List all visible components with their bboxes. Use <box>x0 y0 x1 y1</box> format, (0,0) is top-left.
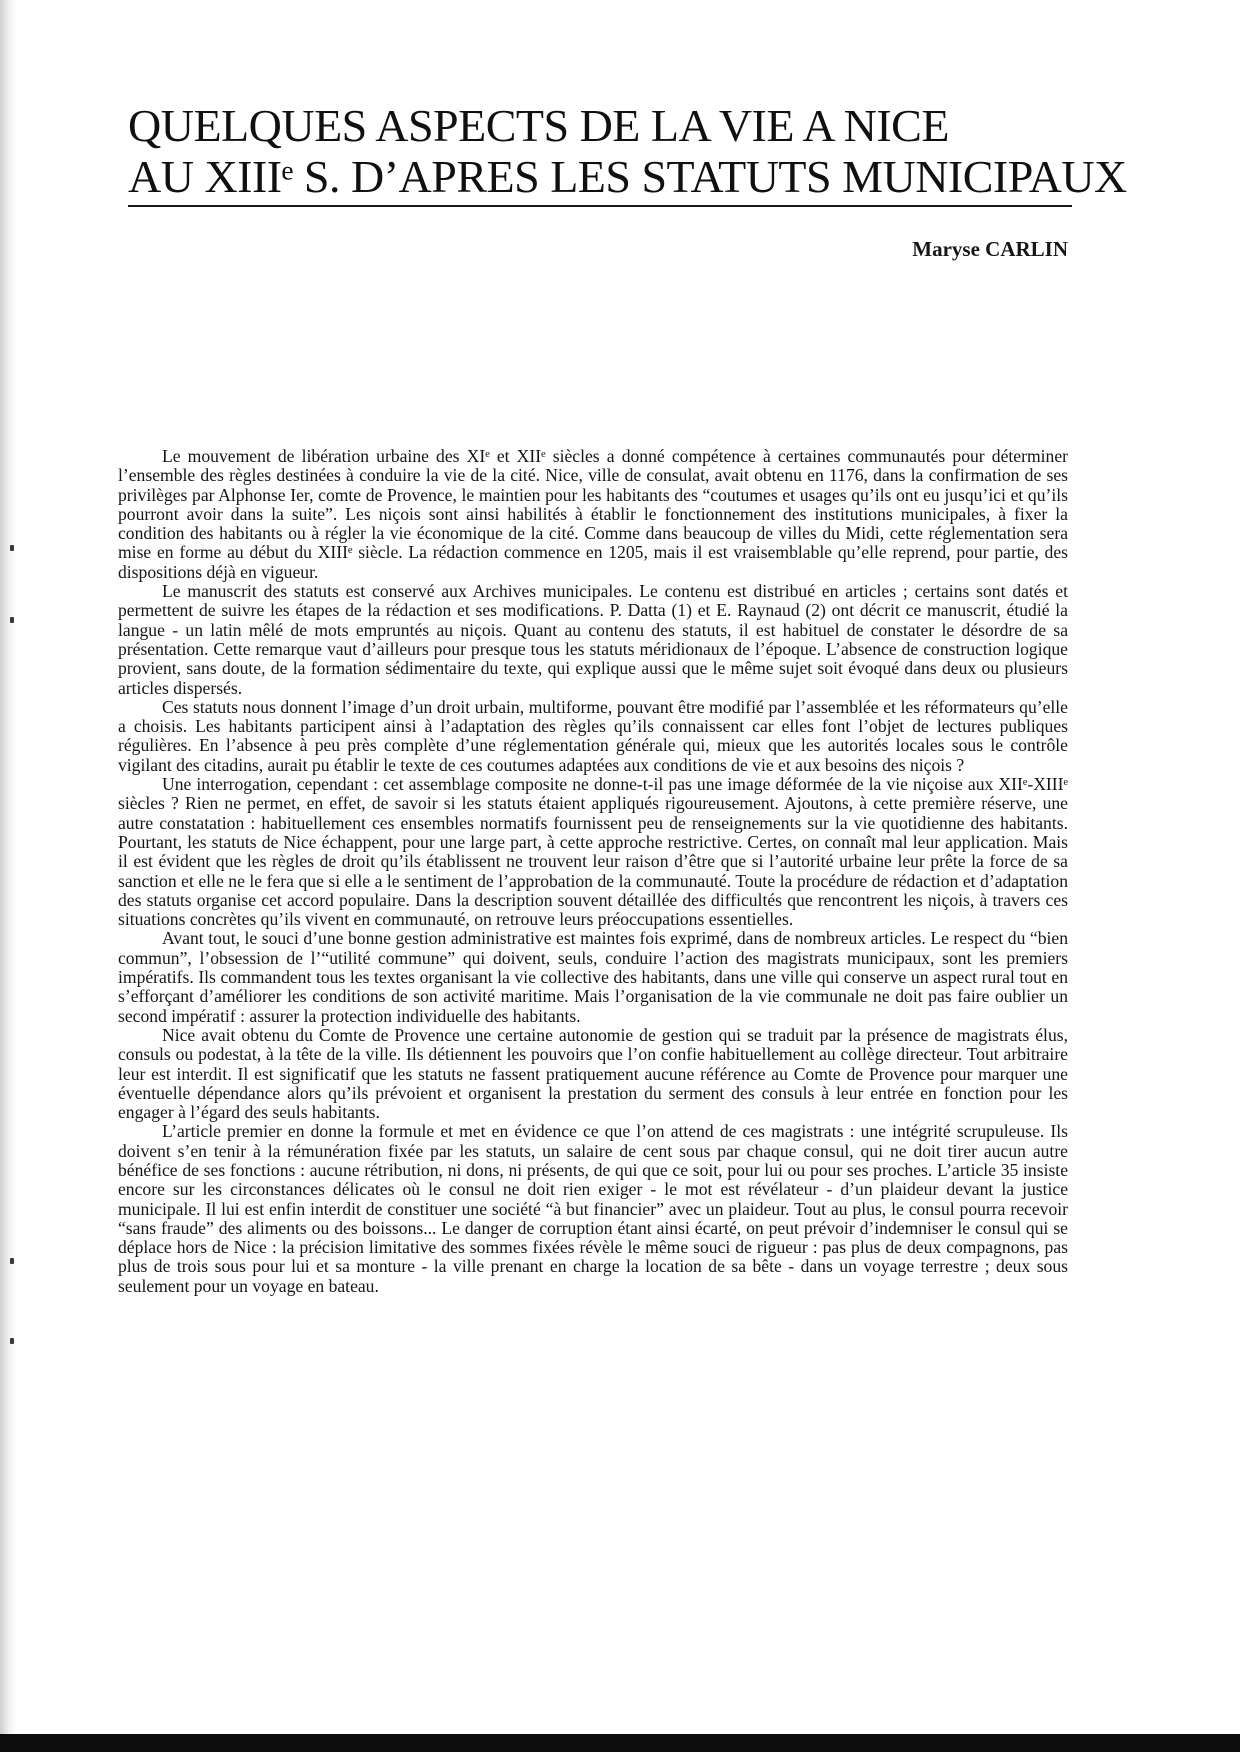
margin-mark <box>10 1338 14 1344</box>
article-title <box>128 100 1127 202</box>
paragraph: Avant tout, le souci d’une bonne gestion administrative est maintes fois exprimé, dans de nombreux articles. Le respect du “bien commun”, l’obsession de l’“utilité commune” qui doivent, seuls, conduire l’action des magistrats municipaux, sont les premiers impératifs. Ils commandent tous les textes organisant la vie collective des habitants, dans une ville qui conserve un aspect rural tout en s’efforçant d’améliorer les conditions de son activité maritime. Mais l’organisation de la vie communale ne doit pas faire oublier un second impératif : assurer la protection individuelle des habitants. <box>118 928 1068 1026</box>
paragraph: L’article premier en donne la formule et met en évidence ce que l’on attend de ces magistrats : une intégrité scrupuleuse. Ils doivent s’en tenir à la rémunération fixée par les statuts, un salaire de cent sous par chaque consul, qui ne doit tirer aucun autre bénéfice de ses fonctions : aucune rétribution, ni dons, ni présents, de qui que ce soit, pour lui ou pour ses proches. L’article 35 insiste encore sur les circonstances délicates où le consul ne doit rien exiger - le mot est révélateur - d’un plaideur devant la justice municipale. Il lui est enfin interdit de constituer une société “à but financier” avec un plaideur. Tout au plus, le consul pourra recevoir “sans fraude” des aliments ou des boissons... Le danger de corruption étant ainsi écarté, on peut prévoir d’indemniser le consul qui se déplace hors de Nice : la précision limitative des sommes fixées révèle le même souci de rigueur : pas plus de deux compagnons, pas plus de trois sous pour lui et sa monture - la ville prenant en charge la location de sa bête - dans un voyage terrestre ; deux sous seulement pour un voyage en bateau. <box>118 1121 1068 1296</box>
article-body <box>118 447 1068 1296</box>
paragraph: Nice avait obtenu du Comte de Provence une certaine autonomie de gestion qui se traduit par la présence de magistrats élus, consuls ou podestat, à la tête de la ville. Ils détiennent les pouvoirs que l’on confie habituellement au collège directeur. Tout arbitraire leur est interdit. Il est significatif que les statuts ne fassent pratiquement aucune référence au Comte de Provence pour marquer une éventuelle dépendance alors qu’ils prévoient et organisent la prestation du serment des consuls à leur entrée en fonction pour les engager à l’égard des seuls habitants. <box>118 1024 1068 1123</box>
paragraph: Ces statuts nous donnent l’image d’un droit urbain, multiforme, pouvant être modifié par l’assemblée et les réformateurs qu’elle a choisis. Les habitants participent ainsi à l’adaptation des règles qu’ils connaissent car elles font l’objet de lectures publiques régulières. En l’absence à peu près complète d’une réglementation générale qui, mieux que les autorités locales sous le contrôle vigilant des citadins, aurait pu établir le texte de ces coutumes adaptées aux conditions de vie et aux besoins des niçois ? <box>118 696 1068 775</box>
paragraph: Le mouvement de libération urbaine des XIᵉ et XIIᵉ siècles a donné compétence à certaines communautés pour déterminer l’ensemble des règles destinées à conduire la vie de la cité. Nice, ville de consulat, avait obtenu en 1176, dans la confirmation de ses privilèges par Alphonse Ier, comte de Provence, le maintien pour les habitants des “coutumes et usages qu’ils ont eu jusqu’ici et qu’ils pourront avoir dans la suite”. Les niçois sont ainsi habilités à établir le fonctionnement des institutions municipales, à fixer la condition des habitants ou à régler la vie économique de la cité. Comme dans beaucoup de villes du Midi, cette réglementation sera mise en forme au début du XIIIᵉ siècle. La rédaction commence en 1205, mais il est vraisemblable qu’elle reprend, pour partie, des dispositions déjà en vigueur. <box>118 446 1068 582</box>
article-title-line-1: QUELQUES ASPECTS DE LA VIE A NICE <box>128 100 949 151</box>
margin-mark <box>10 1258 14 1264</box>
margin-mark <box>10 545 14 551</box>
paragraph: Le manuscrit des statuts est conservé aux Archives municipales. Le contenu est distribué en articles ; certains sont datés et permettent de suivre les étapes de la rédaction et ses modifications. P. Datta (1) et E. Raynaud (2) ont décrit ce manuscrit, étudié la langue - un latin mêlé de mots empruntés au niçois. Quant au contenu des statuts, il est habituel de constater le désordre de sa présentation. Cette remarque vaut d’ailleurs pour presque tous les statuts méridionaux de l’époque. L’absence de construction logique provient, sans doute, de la formation sédimentaire du texte, qui explique aussi que le même sujet soit évoqué dans deux ou plusieurs articles dispersés. <box>118 581 1068 698</box>
scan-bottom-edge <box>0 1734 1240 1752</box>
paragraph: Une interrogation, cependant : cet assemblage composite ne donne-t-il pas une image déformée de la vie niçoise aux XIIᵉ-XIIIᵉ siècles ? Rien ne permet, en effet, de savoir si les statuts étaient appliqués rigoureusement. Ajoutons, à cette première réserve, une autre constatation : habituellement ces ensembles normatifs fournissent peu de renseignements sur la vie quotidienne des habitants. Pourtant, les statuts de Nice échappent, pour une large part, à cette approche restrictive. Certes, on connaît mal leur application. Mais il est évident que les règles de droit qu’ils établissent ne trouvent leur raison d’être que si l’autorité urbaine leur prête la force de sa sanction et elle ne le fera que si elle a le sentiment de l’approbation de la communauté. Toute la procédure de rédaction et d’adaptation des statuts organise cet accord populaire. Dans la description souvent détaillée des difficultés que rencontrent les niçois, à travers ces situations concrètes qu’ils vivent en communauté, on retrouve leurs préoccupations essentielles. <box>118 774 1068 930</box>
author-name: Maryse CARLIN <box>912 237 1068 261</box>
page-edge-shadow <box>0 0 16 1752</box>
article-title-line-2: AU XIIIᵉ S. D’APRES LES STATUTS MUNICIPAUX <box>128 151 1127 202</box>
title-rule <box>128 205 1072 207</box>
margin-mark <box>10 617 14 623</box>
